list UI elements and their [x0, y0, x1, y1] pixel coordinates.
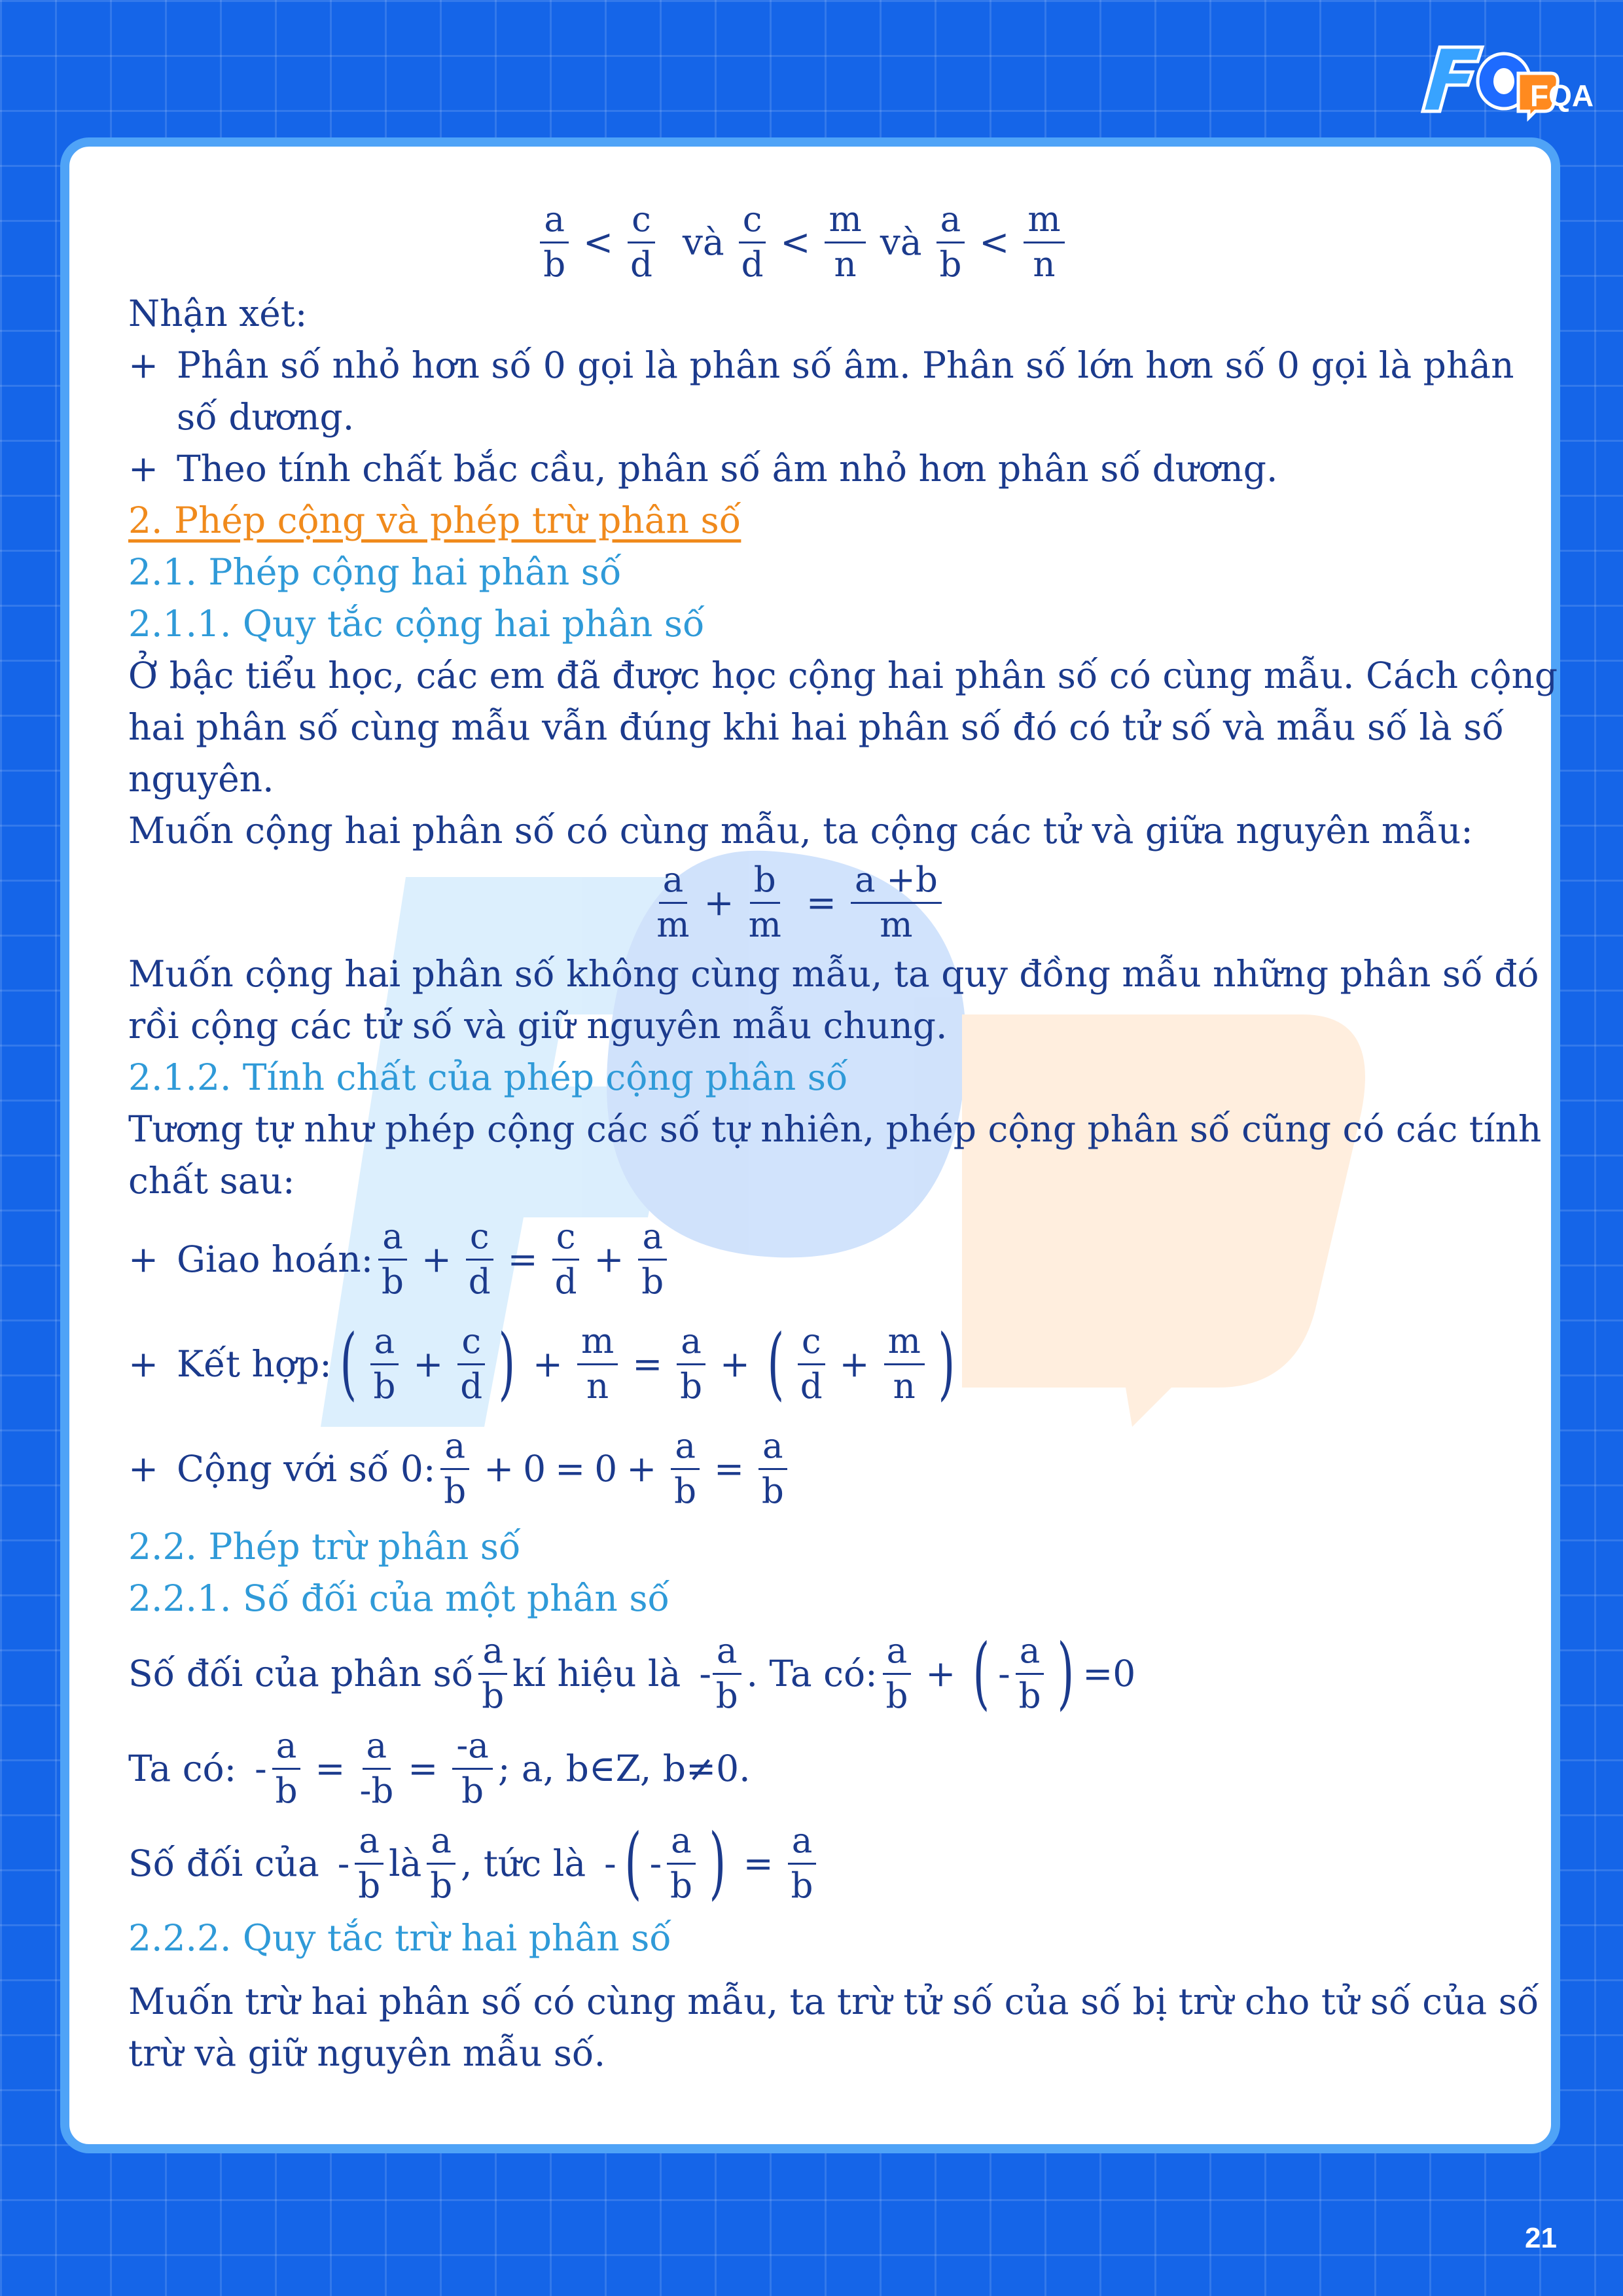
bullet-continuation: số dương. — [177, 396, 355, 438]
section-2-2-heading: 2.2. Phép trừ phân số — [128, 1526, 521, 1568]
paragraph-line: Ở bậc tiểu học, các em đã được học cộng hai phân số có cùng mẫu. Cách cộng — [128, 655, 1558, 696]
paragraph-line: rồi cộng các tử số và giữ nguyên mẫu chung. — [128, 1005, 948, 1047]
paragraph-line: Muốn trừ hai phân số có cùng mẫu, ta trừ tử số của số bị trừ cho tử số của số — [128, 1981, 1539, 2022]
section-2-2-1-heading: 2.2.1. Số đối của một phân số — [128, 1577, 670, 1619]
paragraph-line: hai phân số cùng mẫu vẫn đúng khi hai phân số đó có tử số và mẫu số là số — [128, 706, 1505, 748]
commutative-property: + Giao hoán: $\frac{a}{b}$ + $\frac{c}{d}$ = $\frac{c}{d}$ + $\frac{a}{b}$ — [128, 1207, 1476, 1312]
fraction-b-m: $\frac{b}{m}$ — [748, 859, 781, 945]
fraction-c-d: $\frac{c}{d}$ — [628, 198, 655, 287]
document-body — [128, 196, 1558, 2079]
fraction-a-b: $\frac{a}{b}$ — [540, 198, 569, 287]
section-2-heading: 2. Phép cộng và phép trừ phân số — [128, 499, 741, 541]
associative-property: + Kết hợp: ( $\frac{a}{b}$ + $\frac{c}{d}$ ) + $\frac{m}{n}$ = $\frac{a}{b}$ + ( $\frac{c}{d}$ + $\frac{m}{n}$ ) — [128, 1318, 955, 1409]
paragraph-line: trừ và giữ nguyên mẫu số. — [128, 2032, 606, 2074]
paragraph-line: nguyên. — [128, 758, 274, 800]
section-2-1-1-heading: 2.1.1. Quy tắc cộng hai phân số — [128, 603, 705, 645]
transitivity-equation: $\frac{a}{b}$ < $\frac{c}{d}$ và $\frac{c}{d}$ < $\frac{m}{n}$ và $\frac{a}{b}$ < $\frac{m}{n}$ — [128, 196, 1476, 288]
opposite-fraction-definition: Số đối của phân số $\frac{a}{b}$ kí hiệu là - $\frac{a}{b}$ . Ta có: $\frac{a}{b}$ + ( - $\frac{a}{b}$ ) =0 — [128, 1628, 1136, 1719]
bullet-item: + Phân số nhỏ hơn số 0 gọi là phân số âm. Phân số lớn hơn số 0 gọi là phân — [128, 344, 1514, 386]
add-zero-property: + Cộng với số 0: $\frac{a}{b}$ + 0 = 0 + $\frac{a}{b}$ = $\frac{a}{b}$ — [128, 1416, 1476, 1521]
fraction-sum-m: $\frac{a +b}{m}$ — [851, 859, 942, 947]
logo-text: FQA — [1530, 79, 1594, 113]
paragraph-line: Muốn cộng hai phân số không cùng mẫu, ta quy đồng mẫu những phân số đó — [128, 953, 1539, 995]
fraction-a-b: $\frac{a}{b}$ — [936, 198, 965, 287]
fraction-m-n: $\frac{m}{n}$ — [1024, 198, 1064, 287]
fraction-c-d: $\frac{c}{d}$ — [739, 198, 766, 287]
paragraph-line: Tương tự như phép cộng các số tự nhiên, phép cộng phân số cũng có các tính — [128, 1108, 1542, 1150]
nhan-xet-title: Nhận xét: — [128, 293, 308, 334]
fraction-m-n: $\frac{m}{n}$ — [825, 198, 865, 287]
opposite-of-opposite: Số đối của - $\frac{a}{b}$ là $\frac{a}{b}$ , tức là - ( - $\frac{a}{b}$ ) = $\frac{a}{b}$ — [128, 1814, 1476, 1912]
same-denominator-sum-equation: $\frac{a}{m}$ + $\frac{b}{m}$ = $\frac{a +b}{m}$ — [128, 857, 1476, 948]
fraction-a-m: $\frac{a}{m}$ — [656, 859, 690, 945]
bullet-item: + Theo tính chất bắc cầu, phân số âm nhỏ hơn phân số dương. — [128, 448, 1278, 490]
opposite-fraction-forms: Ta có: - $\frac{a}{b}$ = $\frac{a}{-b}$ = $\frac{-a}{b}$ ; a, b∈Z, b≠0. — [128, 1725, 751, 1811]
fqa-logo — [1420, 41, 1594, 119]
page-number: 21 — [1525, 2222, 1557, 2254]
section-2-1-2-heading: 2.1.2. Tính chất của phép cộng phân số — [128, 1056, 848, 1098]
paragraph-line: chất sau: — [128, 1160, 295, 1202]
section-2-2-2-heading: 2.2.2. Quy tắc trừ hai phân số — [128, 1917, 671, 1959]
section-2-1-heading: 2.1. Phép cộng hai phân số — [128, 551, 622, 593]
paragraph-line: Muốn cộng hai phân số có cùng mẫu, ta cộng các tử và giữa nguyên mẫu: — [128, 810, 1473, 852]
